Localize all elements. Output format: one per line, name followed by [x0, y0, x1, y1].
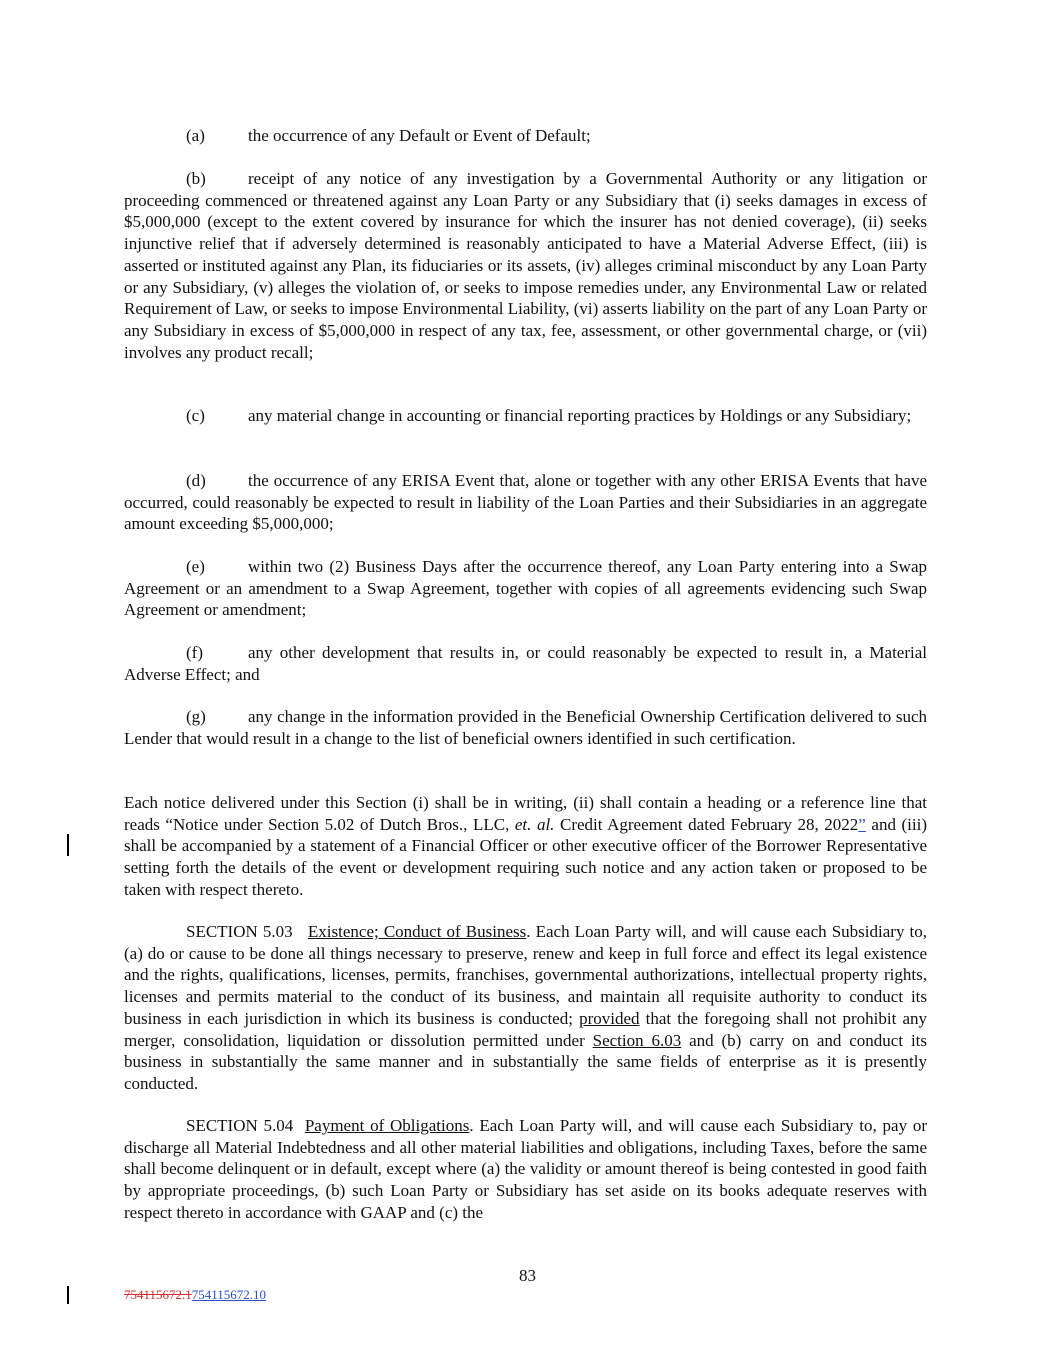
item-text: any change in the information provided in the Beneficial Ownership Certification delivered to such Lender that would result in a change to the list of beneficial owners identified in such certification. — [124, 707, 927, 748]
item-text: within two (2) Business Days after the occurrence thereof, any Loan Party entering into a Swap Agreement or an amendment to a Swap Agreement, together with copies of all agreements evidencing such Swap Agreement or amendment; — [124, 557, 927, 620]
item-a — [124, 125, 927, 147]
item-text: the occurrence of any Default or Event of Default; — [248, 126, 591, 145]
item-c — [124, 405, 927, 427]
notice-paragraph: Each notice delivered under this Section (i) shall be in writing, (ii) shall contain a heading or a reference line that reads “Notice under Section 5.02 of Dutch Bros., LLC, et. al. Credit Agreement dated February 28, 2022” and (iii) shall be accompanied by a statement of a Financial Officer or other executive officer of the Borrower Representative setting forth the details of the event or development requiring such notice and any action taken or proposed to be taken with respect thereto. — [124, 793, 927, 899]
item-label: (d) — [186, 471, 206, 490]
section-5-03: SECTION 5.03 Existence; Conduct of Business. Each Loan Party will, and will cause each Subsidiary to, (a) do or cause to be done all things necessary to preserve, renew and keep in full force and effect its legal existence and the rights, qualifications, licenses, permits, franchises, governmental authorizations, intellectual property rights, licenses and permits material to the conduct of its business, and maintain all requisite authority to conduct its business in each jurisdiction in which its business is conducted; provided that the foregoing shall not prohibit any merger, consolidation, liquidation or dissolution permitted under Section 6.03 and (b) carry on and conduct its business in substantially the same manner and in substantially the same fields of enterprise as it is presently conducted. — [124, 922, 928, 1093]
section-number: SECTION 5.03 — [186, 922, 293, 941]
section-reference: Section 6.03 — [592, 1030, 682, 1050]
item-b — [124, 168, 927, 363]
section-5-04: SECTION 5.04 Payment of Obligations. Each Loan Party will, and will cause each Subsidiary to, pay or discharge all Material Indebtedness and all other material liabilities and obligations, including Taxes, before the same shall become delinquent or in default, except where (a) the validity or amount thereof is being contested in good faith by appropriate proceedings, (b) such Loan Party or Subsidiary has set aside on its books adequate reserves with respect thereto in accordance with GAAP and (c) the — [124, 1116, 928, 1222]
item-g — [124, 706, 927, 749]
inserted-doc-id: 754115672.10 — [191, 1287, 267, 1302]
item-text: any other development that results in, or could reasonably be expected to result in, a Material Adverse Effect; and — [124, 643, 927, 684]
inserted-quote: ” — [858, 814, 866, 834]
item-label: (e) — [186, 557, 205, 576]
footer-change-bar — [67, 1286, 69, 1304]
item-d — [124, 470, 927, 535]
document-id — [124, 1287, 266, 1303]
section-title: Payment of Obligations — [304, 1116, 470, 1135]
provided-term: provided — [579, 1008, 640, 1028]
item-text: the occurrence of any ERISA Event that, alone or together with any other ERISA Events that have occurred, could reasonably be expected to result in liability of the Loan Parties and their Subsidiaries in an aggregate amount exceeding $5,000,000; — [124, 471, 927, 534]
item-e — [124, 556, 927, 621]
section-title: Existence; Conduct of Business — [307, 922, 527, 941]
item-text: any material change in accounting or financial reporting practices by Holdings or any Subsidiary; — [248, 406, 912, 425]
section-number: SECTION 5.04 — [186, 1116, 294, 1135]
change-bar — [67, 834, 69, 856]
item-label: (f) — [186, 643, 203, 662]
item-label: (c) — [186, 406, 205, 425]
item-f — [124, 642, 927, 685]
deleted-doc-id: 754115672.1 — [124, 1287, 192, 1302]
item-label: (b) — [186, 169, 206, 188]
item-text: receipt of any notice of any investigation by a Governmental Authority or any litigation or proceeding commenced or threatened against any Loan Party or any Subsidiary that (i) seeks damages in excess of $5,000,000 (except to the extent covered by insurance for which the insurer has not denied coverage), (ii) seeks injunctive relief that if adversely determined is reasonably anticipated to have a Material Adverse Effect, (iii) is asserted or instituted against any Plan, its fiduciaries or its assets, (iv) alleges criminal misconduct by any Loan Party or any Subsidiary, (v) alleges the violation of, or seeks to impose remedies under, any Environmental Law or related Requirement of Law, or seeks to impose Environmental Liability, (vi) asserts liability on the part of any Loan Party or any Subsidiary in excess of $5,000,000 in respect of any tax, fee, assessment, or other governmental charge, or (vii) involves any product recall; — [124, 169, 927, 362]
item-label: (g) — [186, 707, 206, 726]
item-label: (a) — [186, 126, 205, 145]
page-number: 83 — [519, 1266, 536, 1285]
